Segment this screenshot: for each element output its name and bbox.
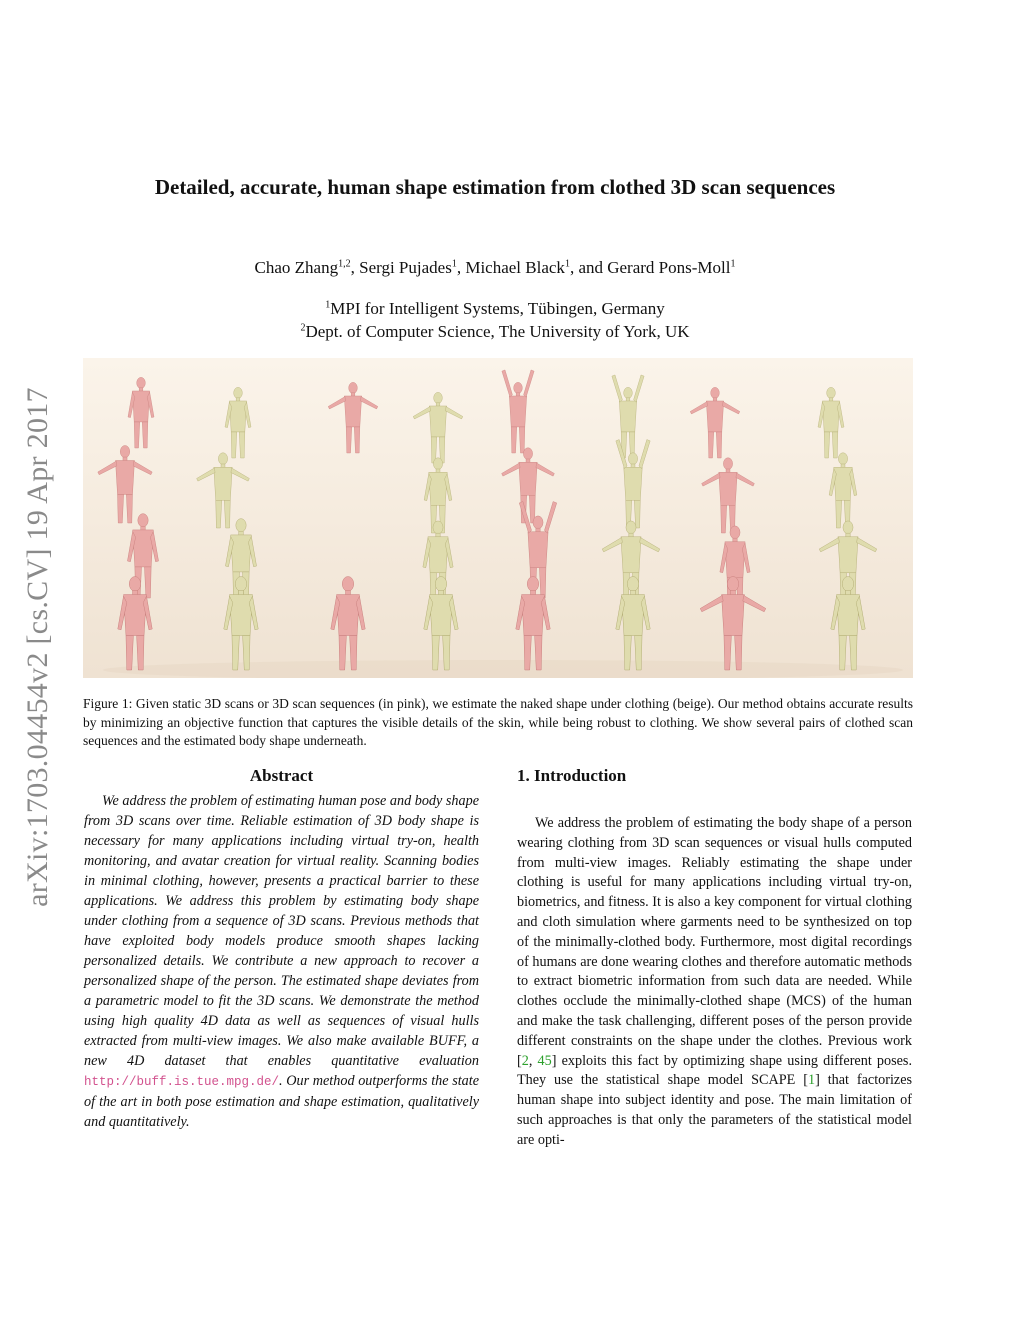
citation-link[interactable]: 1 [807, 1072, 816, 1089]
paper-title: Detailed, accurate, human shape estimation from clothed 3D scan sequences [154, 175, 836, 199]
abstract-heading: Abstract [249, 766, 314, 785]
introduction-section [517, 766, 912, 1151]
author-separator: , [350, 258, 360, 277]
author-name: Chao Zhang [254, 258, 339, 277]
arxiv-sidebar-stamp [16, 352, 60, 942]
author-affil-mark: 1,2 [338, 258, 351, 270]
intro-text-part: We address the problem of estimating the body shape of a person wearing clothing from 3D scan sequences or visual hulls computed from multi-view images. Reliably estimating the shape under clothing is useful for many applications including virtual try-on, biometrics, and fitness. It is also a key component for virtual clothing and cloth simulation where garments need to be synthesized on top of the minimally-clothed body. Furthermore, most digital recordings of humans are done wearing clothes and therefore automatic methods to extract biometric information from such data are needed. While clothes occlude the minimally-clothed shape (MCS) of the human and make the task challenging, different poses of the person provide different constraints on the shape under the clothes. Previous work [ [517, 815, 912, 1069]
author-affil-mark: 1 [564, 258, 570, 270]
affiliation-number: 2 [300, 322, 306, 334]
teaser-figure [83, 358, 913, 678]
abstract-text-part: . Our method outperforms the state of the art in both pose estimation and shape estimation, qualitatively and quantitatively. [84, 1073, 479, 1130]
teaser-background [83, 358, 913, 678]
author-name: Gerard Pons-Moll [607, 258, 731, 277]
author-list [80, 258, 910, 278]
introduction-body [517, 814, 912, 1151]
affiliation-text: MPI for Intelligent Systems, Tübingen, Germany [330, 299, 665, 318]
abstract-body [84, 791, 479, 1132]
abstract-text-part: We address the problem of estimating human pose and body shape from 3D scans over time. Reliable estimation of 3D body shape is necessary for many applications including virtual try-on, health monitoring, and avatar creation for virtual reality. Scanning bodies in minimal clothing, however, presents a practical barrier to these applications. We address this problem by estimating body shape under clothing from a sequence of 3D scans. Previous methods that have exploited body models produce smooth shapes lacking personalized details. We contribute a new approach to recover a personalized shape of the person. The estimated shape deviates from a parametric model to fit the 3D scans. We demonstrate the method using high quality 4D data as well as sequences of visual hulls extracted from multi-view images. We also make available BUFF, a new 4D dataset that enables quantitative evaluation [84, 793, 479, 1069]
citation-separator: , [528, 1052, 538, 1069]
author-affil-mark: 1 [730, 258, 736, 270]
intro-text-part: ] exploits this fact by optimizing shape using different poses. They use the statistical shape model SCAPE [ [517, 1052, 912, 1089]
author-separator: , and [569, 258, 608, 277]
figure-caption: Figure 1: Given static 3D scans or 3D scan sequences (in pink), we estimate the naked shape under clothing (beige). Our method obtains accurate results by minimizing an objective function that captures the visible details of the skin, while being robust to clothing. We show several pairs of clothed scan sequences and the estimated body shape underneath. [83, 696, 913, 748]
abstract-section [84, 766, 479, 1132]
author-affil-mark: 1 [451, 258, 457, 270]
affiliation-number: 1 [325, 299, 331, 311]
citation-link[interactable]: 45 [537, 1052, 552, 1069]
arxiv-id: arXiv:1703.04454v2 [cs.CV] 19 Apr 2017 [21, 387, 54, 907]
author-name: Sergi Pujades [359, 258, 452, 277]
affiliation-text: Dept. of Computer Science, The University of York, UK [305, 322, 690, 341]
author-name: Michael Black [465, 258, 565, 277]
dataset-link[interactable]: http://buff.is.tue.mpg.de/ [84, 1075, 280, 1089]
citation-link[interactable]: 2 [521, 1052, 529, 1069]
intro-text-part: ] that factorizes human shape into subject identity and pose. The main limitation of such approaches is that only the parameters of the statistical model are opti- [517, 1072, 913, 1148]
introduction-heading: 1. Introduction [517, 766, 627, 785]
author-separator: , [456, 258, 466, 277]
affiliation-2 [80, 322, 910, 342]
affiliation-1 [80, 299, 910, 319]
